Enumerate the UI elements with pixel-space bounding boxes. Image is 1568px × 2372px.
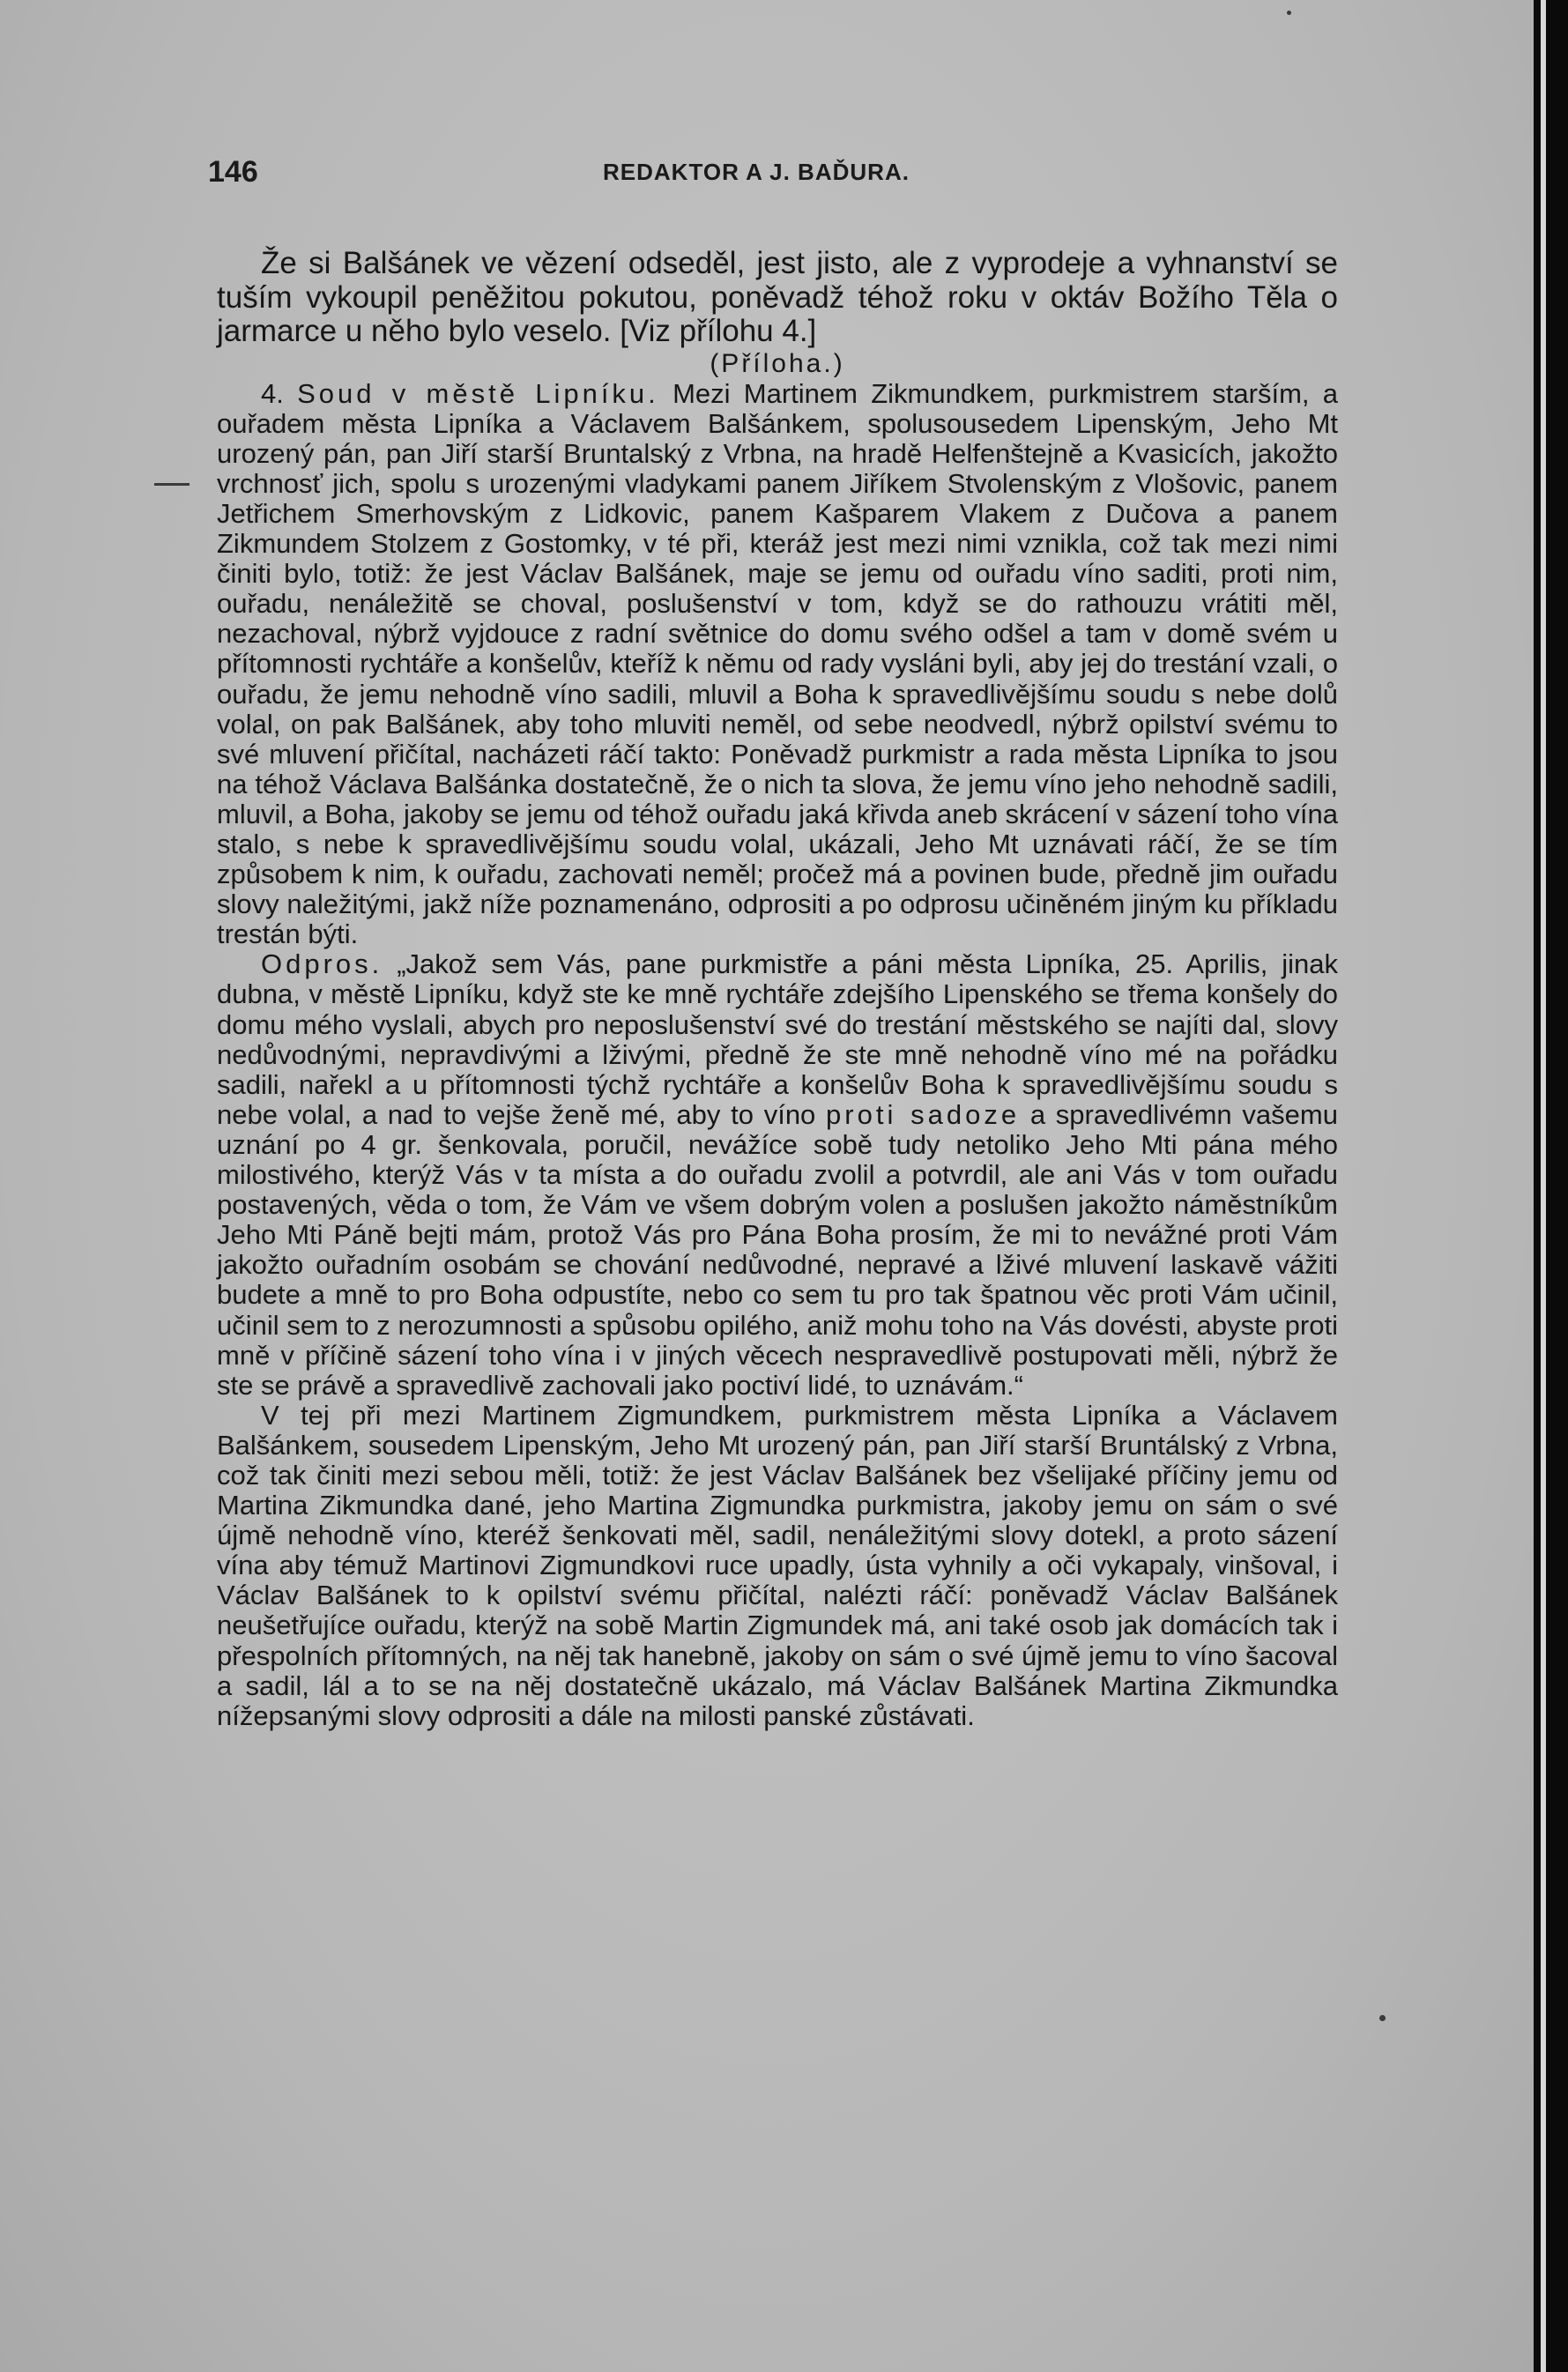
margin-dash-mark: [154, 483, 189, 486]
apology-text-a: „Jakož sem Vás, pane purkmistře a páni města Lipníka, 25. Aprilis, jinak dubna, v městě Lipníku, když ste ke mně rychtáře zdejšího Lipenského se třema konšely do domu mého vyslali, abych pro neposlušenství své do trestání městského se najíti dal, slovy nedůvodnými, nepravdivými a lživými, předně že ste mně nehodně víno mé na pořádku sadili, nařekl a u přítomnosti týchž rychtáře a konšelův Boha k spravedlivějšímu soudu s nebe volal, a nad to vejše ženě mé, aby to víno: [217, 948, 1338, 1130]
page-number: 146: [208, 155, 258, 189]
scan-edge-shadow: [1534, 0, 1568, 2372]
paragraph-second-case: V tej při mezi Martinem Zigmundkem, purkmistrem města Lipníka a Václavem Balšánkem, sousedem Lipenským, Jeho Mt urozený pán, pan Jiří starší Bruntálský z Vrbna, což tak činiti mezi sebou měli, totiž: že jest Václav Balšánek bez všelijaké příčiny jemu od Martina Zikmundka dané, jeho Martina Zigmundka purkmistra, jakoby jemu on sám o své újmě nehodně víno, kteréž šenkovati měl, sadil, nenáležitými slovy dotekl, a proto sázení vína aby témuž Martinovi Zigmundkovi ruce upadly, ústa vyhnily a oči vykapaly, vinšoval, i Václav Balšánek to k opilství svému přičítal, nalézti ráčí: poněvadž Václav Balšánek neušetřujíce ouřadu, kterýž na sobě Martin Zigmundek má, ani také osob jak domácích tak i přespolních přítomných, na něj tak hanebně, jakoby on sám o své újmě jemu to víno šacoval a sadil, lál a to se na něj dostatečně ukázalo, má Václav Balšánek Martina Zikmundka nížepsanými slovy odprositi a dále na milosti panské zůstávati.: [217, 1399, 1338, 1731]
judgement-text: Mezi Martinem Zikmundkem, purkmistrem starším, a ouřadem města Lipníka a Václavem Balšánkem, spolusousedem Lipenským, Jeho Mt urozený pán, pan Jiří starší Bruntalský z Vrbna, na hradě Helfenštejně a Kvasicích, jakožto vrchnosť jich, spolu s urozenými vladykami panem Jiříkem Stvolenským z Vlošovic, panem Jetřichem Smerhovským z Lidkovic, panem Kašparem Vlakem z Dučova a panem Zikmundem Stolzem z Gostomky, v té při, kteráž jest mezi nimi vznikla, což tak mezi nimi činiti bylo, totiž: že jest Václav Balšánek, maje se jemu od ouřadu víno saditi, proti nim, ouřadu, nenáležitě se choval, poslušenství v tom, když se do rathouzu vrátiti měl, nezachoval, nýbrž vyjdouce z radní světnice do domu svého odšel a tam v domě svém u přítomnosti rychtáře a konšelův, kteříž k němu od rady vysláni byli, aby jej do trestání vzali, o ouřadu, že jemu nehodně víno sadili, mluvil a Boha k spravedlivějšímu soudu s nebe dolů volal, on pak Balšánek, aby toho mluviti neměl, od sebe neodvedl, nýbrž opilství svému to své mluvení přičítal, nacházeti ráčí takto: Poněvadž purkmistr a rada města Lipníka to jsou na téhož Václava Balšánka dostatečně, že o nich ta slova, že jemu víno jeho nehodně sadili, mluvil, a Boha, jakoby se jemu od téhož ouřadu jaká křivda aneb skrácení v sázení toho vína stalo, s nebe k spravedlivějšímu soudu volal, ukázali, Jeho Mt uznávati ráčí, že se tím způsobem k nim, k ouřadu, zachovati neměl; pročež má a povinen bude, předně jim ouřadu slovy naležitými, jakž níže poznamenáno, odprositi a po odprosu učiněném jiným ku příkladu trestán býti.: [217, 377, 1339, 950]
running-head: REDAKTOR A J. BAĎURA.: [603, 159, 910, 185]
section-number: 4.: [261, 377, 284, 409]
scan-edge-line: [1541, 0, 1546, 2372]
paragraph-apology: [217, 949, 1338, 1400]
appendix-heading: (Příloha.): [710, 348, 845, 378]
paragraph-intro: Že si Balšánek ve vězení odseděl, jest jisto, ale z vyprodeje a vyhnanství se tuším vykoupil peněžitou pokutou, poněvadž téhož roku v oktáv Božího Těla o jarmarce u něho bylo veselo. [Viz přílohu 4.]: [217, 246, 1338, 348]
page-header: [208, 155, 1304, 190]
section-title: Soud v městě Lipníku.: [297, 377, 659, 409]
paragraph-judgement: [217, 379, 1338, 950]
margin-dot-mark: [1379, 2015, 1386, 2021]
apology-spaced-phrase: proti sadoze: [826, 1098, 1021, 1130]
body-text: [217, 247, 1338, 1731]
apology-text-b: a spravedlivémn vašemu uznání po 4 gr. šenkovala, poručil, nevážíce sobě tudy netoliko Jeho Mti pána mého milostivého, kterýž Vás v ta místa a do ouřadu zvolil a potvrdil, ale ani Vás v tom ouřadu postavených, věda o tom, že Vám ve všem dobrým volen a poslušen jakožto náměstníkům Jeho Mti Páně bejti mám, protož Vás pro Pána Boha prosím, že mi to nevážné proti Vám jakožto ouřadním osobám se chování nedůvodné, nepravé a lživé mluvení laskavě vážiti budete a mně to pro Boha odpustíte, nebo co sem tu pro tak špatnou věc proti Vám učinil, učinil sem to z nerozumnosti a spůsobu opilého, aniž mohu toho na Vás dovésti, abyste proti mně v příčině sázení toho vína i v jiných věcech nespravedlivě postupovati měli, nýbrž že ste se právě a spravedlivě zachovali jako poctiví lidé, to uznávám.“: [217, 1098, 1338, 1401]
apology-title: Odpros.: [261, 948, 383, 980]
margin-dot-mark-top: [1287, 11, 1291, 15]
